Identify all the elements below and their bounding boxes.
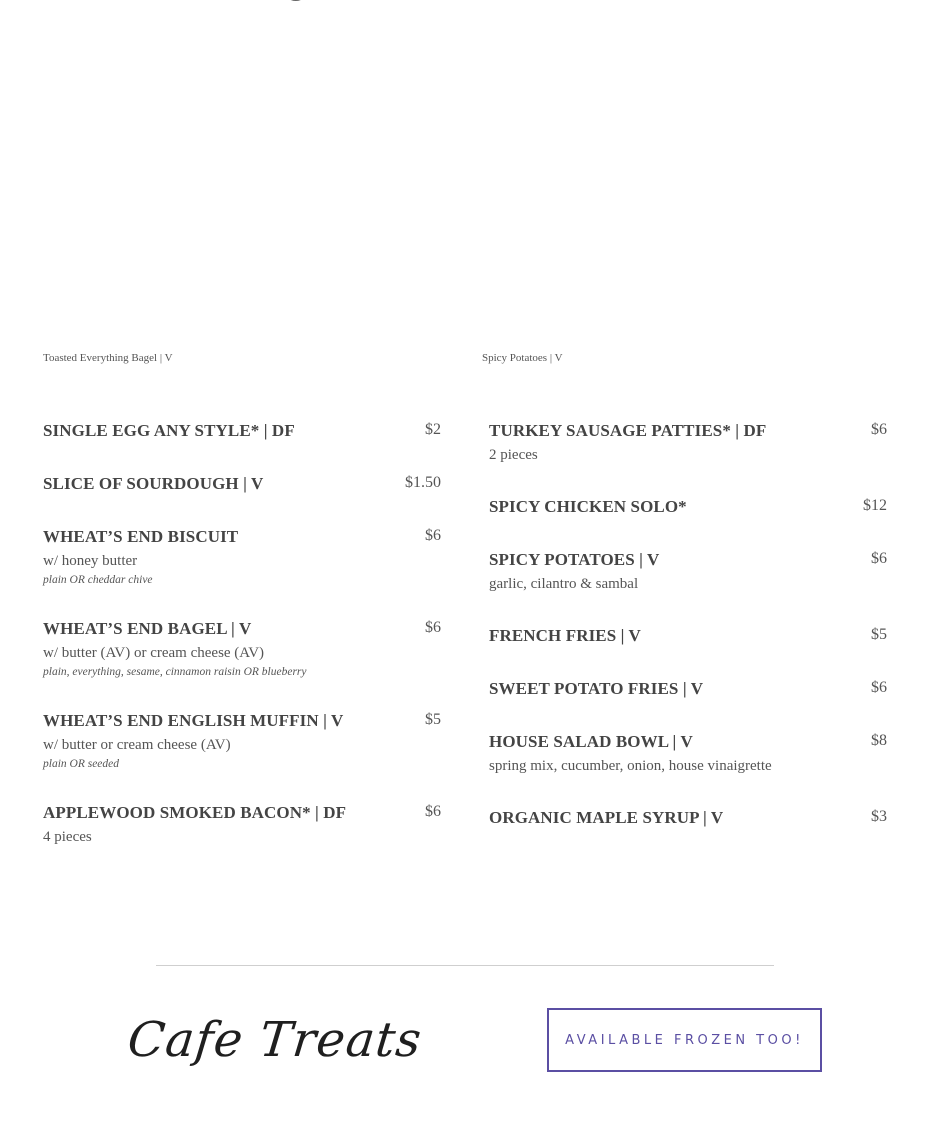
menu-item-name: SINGLE EGG ANY STYLE* | DF — [43, 421, 295, 440]
menu-item-name: WHEAT’S END ENGLISH MUFFIN | V — [43, 711, 344, 730]
menu-item-description: garlic, cilantro & sambal — [489, 576, 639, 592]
menu-item — [43, 526, 441, 587]
script-heading-cut-off — [283, 0, 473, 4]
menu-item-price: $8 — [871, 732, 887, 749]
menu-item-price: $1.50 — [405, 474, 441, 491]
menu-item-description: spring mix, cucumber, onion, house vinaigrette — [489, 758, 772, 774]
menu-item-price: $6 — [425, 527, 441, 544]
menu-item — [489, 678, 887, 700]
menu-item-name: SPICY POTATOES | V — [489, 550, 660, 569]
menu-item-price: $6 — [871, 550, 887, 567]
menu-item — [43, 802, 441, 847]
menu-item — [489, 731, 887, 776]
menu-item-name: TURKEY SAUSAGE PATTIES* | DF — [489, 421, 767, 440]
menu-item-price: $6 — [425, 803, 441, 820]
menu-item-name: WHEAT’S END BAGEL | V — [43, 619, 252, 638]
section-divider — [156, 965, 774, 966]
menu-item-name: ORGANIC MAPLE SYRUP | V — [489, 808, 724, 827]
menu-item-price: $6 — [425, 619, 441, 636]
menu-item-options: plain OR cheddar chive — [43, 574, 153, 586]
menu-item — [43, 618, 441, 679]
menu-item-price: $2 — [425, 421, 441, 438]
menu-item — [489, 420, 887, 465]
photo-caption-bagel: Toasted Everything Bagel | V — [43, 352, 173, 364]
menu-item-name: SLICE OF SOURDOUGH | V — [43, 474, 264, 493]
menu-item — [489, 496, 887, 518]
menu-item-options: plain, everything, sesame, cinnamon raisin OR blueberry — [43, 666, 307, 678]
menu-item-price: $12 — [863, 497, 887, 514]
menu-item — [489, 549, 887, 594]
menu-item — [43, 473, 441, 495]
menu-item — [489, 807, 887, 829]
menu-item-options: plain OR seeded — [43, 758, 120, 770]
menu-item — [43, 420, 441, 442]
menu-item-description: w/ honey butter — [43, 553, 138, 569]
menu-item-description: 4 pieces — [43, 829, 92, 845]
menu-item-description: w/ butter or cream cheese (AV) — [43, 737, 231, 753]
menu-item-price: $5 — [425, 711, 441, 728]
menu-item-price: $6 — [871, 679, 887, 696]
menu-item-name: WHEAT’S END BISCUIT — [43, 527, 239, 546]
menu-item — [489, 625, 887, 647]
menu-item-price: $6 — [871, 421, 887, 438]
photo-caption-potatoes: Spicy Potatoes | V — [482, 352, 563, 364]
menu-item-description: 2 pieces — [489, 447, 538, 463]
menu-item — [43, 710, 441, 771]
menu-item-price: $3 — [871, 808, 887, 825]
menu-item-name: SPICY CHICKEN SOLO* — [489, 497, 687, 516]
menu-item-name: SWEET POTATO FRIES | V — [489, 679, 704, 698]
available-frozen-button[interactable]: AVAILABLE FROZEN TOO! — [547, 1008, 822, 1072]
menu-item-name: APPLEWOOD SMOKED BACON* | DF — [43, 803, 347, 822]
menu-item-description: w/ butter (AV) or cream cheese (AV) — [43, 645, 265, 661]
cafe-treats-heading: Cafe Treats — [125, 1012, 425, 1068]
menu-item-name: FRENCH FRIES | V — [489, 626, 641, 645]
menu-column-right — [489, 420, 887, 860]
menu-column-left — [43, 420, 441, 878]
menu-item-name: HOUSE SALAD BOWL | V — [489, 732, 693, 751]
menu-item-price: $5 — [871, 626, 887, 643]
